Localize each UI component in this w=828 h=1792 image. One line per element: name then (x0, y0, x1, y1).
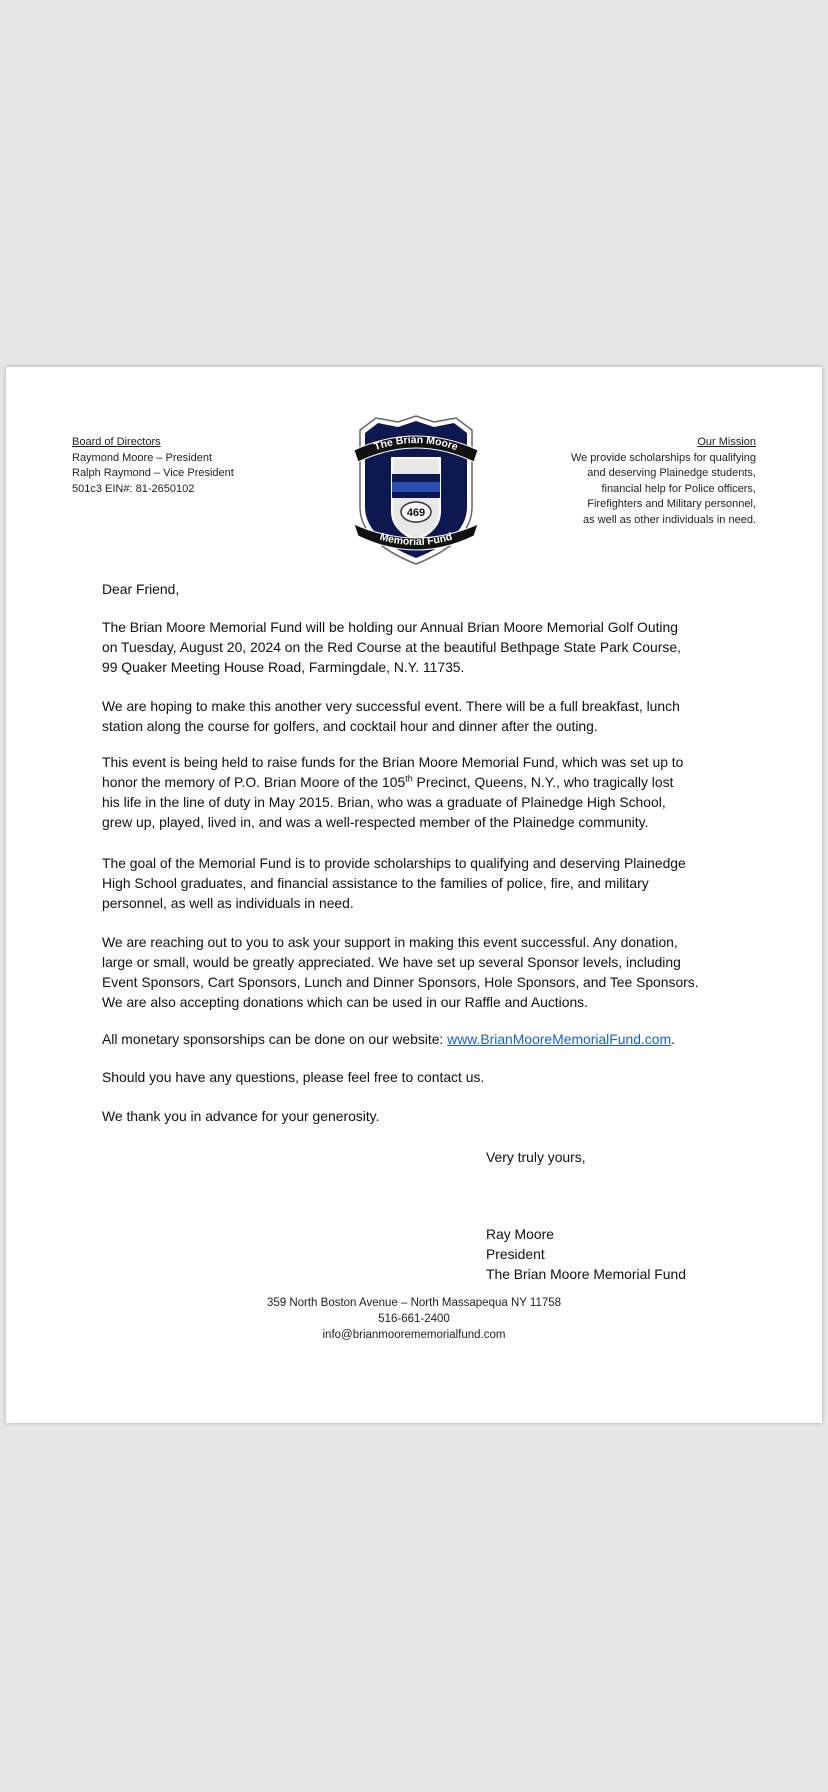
paragraph-goal (102, 853, 699, 913)
mission-line: We provide scholarships for qualifying (570, 451, 756, 464)
text-line: We are hoping to make this another very successful event. There will be a full breakfast, lunch (102, 698, 680, 714)
footer-phone: 516-661-2400 (378, 1313, 450, 1325)
website-link[interactable]: www.BrianMooreMemorialFund.com (447, 1031, 672, 1047)
text-line (102, 772, 699, 792)
text-span: Precinct, Queens, N.Y., who tragically lost (412, 774, 674, 790)
memorial-fund-logo (346, 412, 486, 567)
text-line: grew up, played, lived in, and was a well-respected member of the Plainedge community. (102, 814, 649, 830)
text-span: . (671, 1031, 675, 1047)
text-line: This event is being held to raise funds for the Brian Moore Memorial Fund, which was set up to (102, 754, 684, 770)
letter-page (6, 367, 822, 1423)
logo-bottom-text: Memorial Fund (378, 530, 454, 549)
board-of-directors (72, 435, 234, 497)
text-line: on Tuesday, August 20, 2024 on the Red Course at the beautiful Bethpage State Park Course, (102, 639, 681, 655)
text-line: High School graduates, and financial assistance to the families of police, fire, and military (102, 875, 649, 891)
text-line: We are also accepting donations which can be used in our Raffle and Auctions. (102, 994, 588, 1010)
closing-block (486, 1147, 686, 1284)
footer-email: info@brianmoorememorialfund.com (322, 1329, 506, 1341)
closing: Very truly yours, (486, 1149, 586, 1165)
paragraph-purpose (102, 752, 699, 832)
text-span: All monetary sponsorships can be done on our website: (102, 1031, 448, 1047)
mission-line: Firefighters and Military personnel, (587, 498, 756, 510)
board-heading: Board of Directors (72, 436, 161, 448)
logo-top-text: The Brian Moore (372, 433, 460, 454)
greeting: Dear Friend, (102, 581, 180, 597)
board-line: Ralph Raymond – Vice President (72, 467, 234, 479)
superscript: th (405, 773, 413, 784)
text-line: Event Sponsors, Cart Sponsors, Lunch and Dinner Sponsors, Hole Sponsors, and Tee Sponsors. (102, 974, 699, 990)
signer-name: Ray Moore (486, 1226, 554, 1242)
text-line: We are reaching out to you to ask your support in making this event successful. Any donation, (102, 934, 678, 950)
text-line: large or small, would be greatly appreciated. We have set up several Sponsor levels, including (102, 954, 681, 970)
mission-heading: Our Mission (697, 436, 756, 448)
signature-block (486, 1224, 686, 1284)
website-line (102, 1029, 699, 1049)
paragraph-details (102, 696, 699, 736)
text-line: personnel, as well as individuals in need. (102, 895, 354, 911)
board-line: 501c3 EIN#: 81-2650102 (72, 482, 195, 495)
questions-line: Should you have any questions, please feel free to contact us. (102, 1069, 485, 1085)
thanks-line: We thank you in advance for your generosity. (102, 1108, 380, 1124)
paragraph-event (102, 617, 699, 677)
footer-address: 359 North Boston Avenue – North Massapequa NY 11758 (266, 1297, 562, 1309)
board-line: Raymond Moore – President (72, 451, 213, 464)
paragraph-request (102, 932, 699, 1012)
footer (6, 1295, 822, 1343)
letter-body (102, 579, 699, 1126)
signer-org: The Brian Moore Memorial Fund (486, 1266, 686, 1282)
text-span: honor the memory of P.O. Brian Moore of the 105 (102, 774, 406, 790)
text-line: his life in the line of duty in May 2015. Brian, who was a graduate of Plainedge High School, (102, 794, 666, 810)
logo-number: 469 (406, 507, 426, 519)
text-line: The Brian Moore Memorial Fund will be holding our Annual Brian Moore Memorial Golf Outing (102, 619, 678, 635)
mission-line: as well as other individuals in need. (582, 513, 756, 526)
mission-line: financial help for Police officers, (601, 482, 756, 495)
text-line: station along the course for golfers, and cocktail hour and dinner after the outing. (102, 718, 598, 734)
text-line: 99 Quaker Meeting House Road, Farmingdale, N.Y. 11735. (102, 659, 465, 675)
mission-line: and deserving Plainedge students, (587, 467, 756, 479)
text-line: The goal of the Memorial Fund is to provide scholarships to qualifying and deserving Plainedge (102, 855, 686, 871)
our-mission (571, 435, 756, 528)
signer-title: President (486, 1246, 545, 1262)
